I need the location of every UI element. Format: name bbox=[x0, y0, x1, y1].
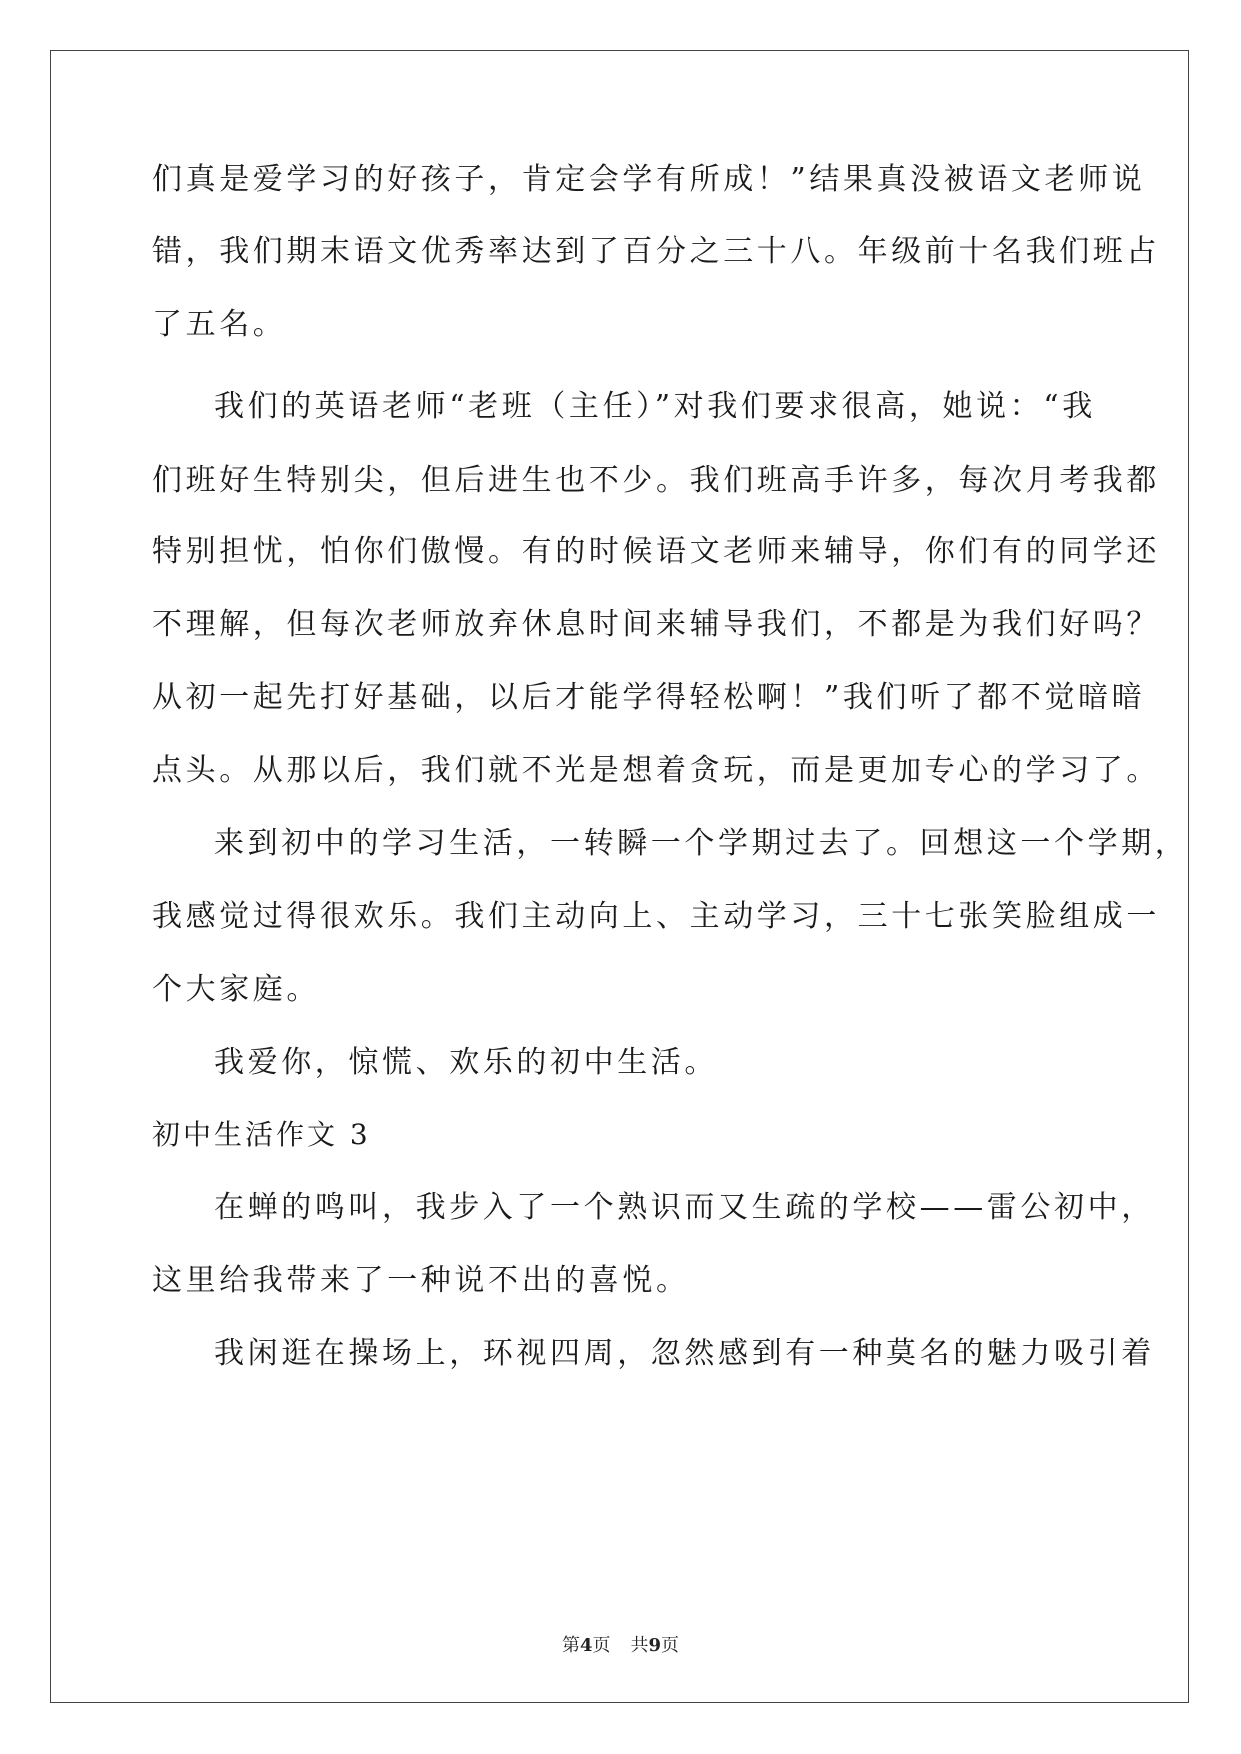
text-line: 点头。从那以后，我们就不光是想着贪玩，而是更加专心的学习了。 bbox=[152, 753, 1160, 788]
footer-page-total: 9 bbox=[648, 1635, 662, 1656]
page-frame bbox=[50, 50, 1189, 1703]
paragraph-start-line: 来到初中的学习生活，一转瞬一个学期过去了。回想这一个学期， bbox=[214, 826, 1189, 861]
paragraph-start-line: 在蝉的鸣叫，我步入了一个熟识而又生疏的学校——雷公初中， bbox=[214, 1190, 1155, 1225]
text-line: 了五名。 bbox=[152, 307, 287, 342]
text-line: 我感觉过得很欢乐。我们主动向上、主动学习，三十七张笑脸组成一 bbox=[152, 899, 1160, 934]
text-line: 这里给我带来了一种说不出的喜悦。 bbox=[152, 1263, 690, 1298]
text-line: 个大家庭。 bbox=[152, 972, 320, 1007]
footer-page-prefix: 第 bbox=[561, 1635, 580, 1656]
text-line: 们班好生特别尖，但后进生也不少。我们班高手许多，每次月考我都 bbox=[152, 463, 1160, 498]
text-line: 错，我们期末语文优秀率达到了百分之三十八。年级前十名我们班占 bbox=[152, 234, 1160, 269]
footer-total-prefix: 共 bbox=[630, 1635, 649, 1656]
text-line: 特别担忧，怕你们傲慢。有的时候语文老师来辅导，你们有的同学还 bbox=[152, 534, 1160, 569]
text-line: 们真是爱学习的好孩子，肯定会学有所成！”结果真没被语文老师说 bbox=[152, 162, 1146, 197]
paragraph-start-line: 我闲逛在操场上，环视四周，忽然感到有一种莫名的魅力吸引着 bbox=[214, 1336, 1155, 1371]
text-line: 从初一起先打好基础，以后才能学得轻松啊！”我们听了都不觉暗暗 bbox=[152, 680, 1146, 715]
paragraph-start-line: 我们的英语老师“老班（主任）”对我们要求很高，她说：“我 bbox=[214, 389, 1096, 424]
footer-page-current: 4 bbox=[579, 1635, 593, 1656]
footer-total-suffix: 页 bbox=[661, 1635, 680, 1656]
footer-page-mid: 页 bbox=[592, 1635, 611, 1656]
text-line: 不理解，但每次老师放弃休息时间来辅导我们，不都是为我们好吗？ bbox=[152, 607, 1160, 642]
paragraph-start-line: 我爱你，惊慌、欢乐的初中生活。 bbox=[214, 1045, 718, 1080]
section-heading: 初中生活作文 3 bbox=[152, 1118, 371, 1151]
page-footer bbox=[0, 1634, 1241, 1658]
